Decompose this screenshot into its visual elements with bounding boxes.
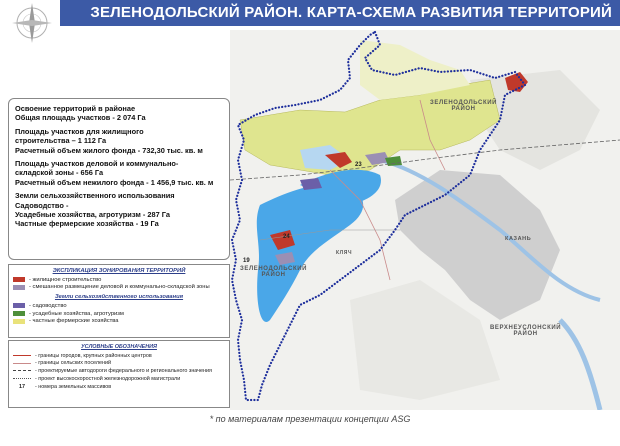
compass-rose-icon (4, 0, 56, 46)
legend-swatch (13, 285, 25, 290)
legend-label: - границы городов, крупных районных центров (35, 352, 152, 359)
legend-item (13, 317, 225, 325)
map-label-region-west: ЗЕЛЕНОДОЛЬСКИЙ РАЙОН (240, 266, 308, 278)
stats-line: Садоводство - (15, 200, 69, 210)
plot-number-label: 19 (243, 258, 250, 264)
stats-agri-block (15, 191, 223, 229)
legend-label: - усадебные хозяйства, агротуризм (29, 310, 124, 317)
stats-line: Усадебные хозяйства, агротуризм - 287 Га (15, 210, 170, 220)
legend-label: - жилищное строительство (29, 276, 102, 283)
stats-total-block (15, 104, 223, 123)
stats-line: Общая площадь участков - 2 074 Га (15, 113, 146, 123)
symbols-legend (8, 340, 230, 408)
map-label-city-small: КЛЯЧ (336, 250, 353, 256)
stats-line: Частные фермерские хозяйства - 19 Га (15, 219, 159, 229)
stats-line: Расчетный объем нежилого фонда - 1 456,9 тыс. кв. м (15, 177, 214, 187)
plot-number-label: 24 (283, 234, 290, 240)
legend-line-swatch (13, 355, 31, 356)
legend-label: - садоводство (29, 302, 67, 309)
stats-line: Освоение территорий в районае (15, 104, 136, 113)
stats-line: складской зоны - 656 Га (15, 168, 104, 178)
legend-swatch (13, 311, 25, 316)
legend-item (13, 367, 225, 375)
zoning-legend (8, 264, 230, 338)
stats-residential-block (15, 127, 223, 155)
legend-label: - номера земельных массивов (35, 384, 112, 391)
legend-swatch (13, 303, 25, 308)
legend-label: - границы сельских поселений (35, 360, 112, 367)
stats-line: строительства – 1 112 Га (15, 136, 107, 146)
legend-item (13, 352, 225, 360)
page-title: ЗЕЛЕНОДОЛЬСКИЙ РАЙОН. КАРТА-СХЕМА РАЗВИТИЯ ТЕРРИТОРИЙ (60, 0, 620, 26)
map-label-region-east: ЗЕЛЕНОДОЛЬСКИЙ РАЙОН (430, 100, 498, 112)
legend-item (13, 276, 225, 284)
stats-line: Земли сельхозяйственного использования (15, 191, 175, 201)
map-label-region-south: ВЕРХНЕУСЛОНСКИЙ РАЙОН (490, 325, 562, 337)
plot-number-sample: 17 (19, 384, 25, 391)
legend-item (13, 284, 225, 292)
legend-item (13, 302, 225, 310)
stats-line: Расчетный объем жилого фонда - 732,30 тыс. кв. м (15, 145, 203, 155)
map-label-city: КАЗАНЬ (505, 236, 532, 242)
legend-label: - проектируемые автодороги федерального и регионального значения (35, 367, 212, 374)
legend-item (13, 360, 225, 368)
stats-line: Площадь участков деловой и коммунально- (15, 159, 179, 169)
stats-line: Площадь участков для жилищного (15, 126, 144, 136)
stats-business-block (15, 159, 223, 187)
legend-item (13, 375, 225, 383)
legend-item (13, 383, 225, 391)
source-note: * по материалам презентации концепции ASG (209, 414, 411, 424)
legend-line-swatch (13, 378, 31, 379)
legend-label: - смешанное размещение деловой и коммунально-складской зоны (29, 284, 210, 291)
legend-line-swatch (13, 370, 31, 371)
legend-item (13, 310, 225, 318)
legend-label: - частные фермерские хозяйства (29, 318, 119, 325)
symbols-legend-title: УСЛОВНЫЕ ОБОЗНАЧЕНИЯ (81, 344, 157, 350)
legend-label: - проект высокоскоростной железнодорожной магистрали (35, 375, 181, 382)
zoning-legend-title: ЭКСПЛИКАЦИЯ ЗОНИРОВАНИЯ ТЕРРИТОРИЙ (52, 268, 186, 274)
plot-number-label: 23 (355, 162, 362, 168)
agri-legend-title: Земли сельхозяйственного использования (54, 294, 184, 301)
legend-swatch (13, 277, 25, 282)
statistics-panel (8, 98, 230, 260)
legend-swatch (13, 319, 25, 324)
legend-line-swatch (13, 363, 31, 364)
